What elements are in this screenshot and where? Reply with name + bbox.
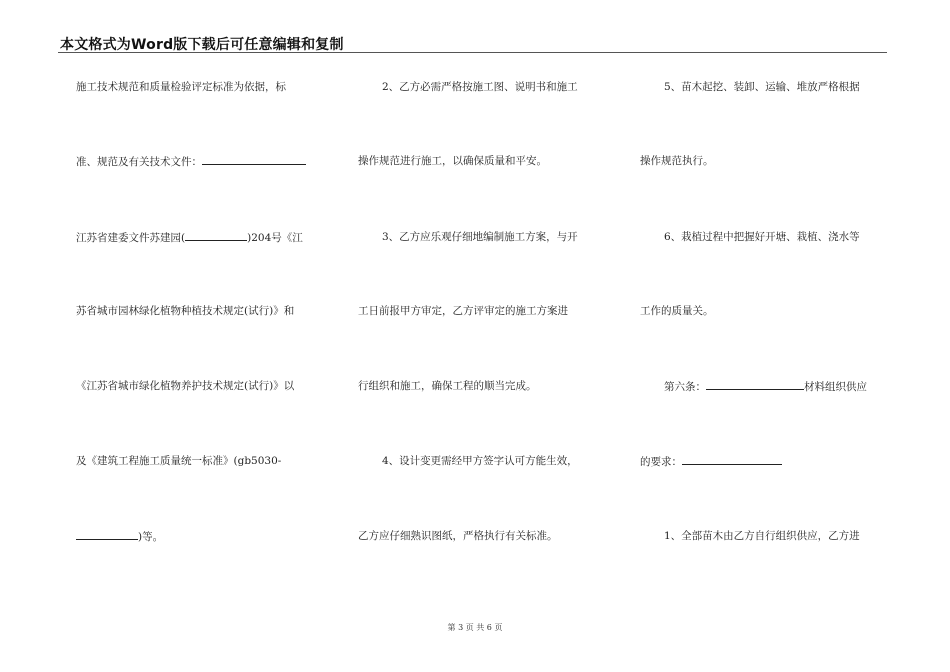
text-line-label: 准、规范及有关技术文件： <box>76 156 202 168</box>
text-line: 操作规范执行。 <box>640 155 714 167</box>
text-line: 4、设计变更需经甲方签字认可方能生效， <box>382 455 578 467</box>
text-line: 施工技术规范和质量检验评定标准为依据，标 <box>76 81 286 93</box>
text-line: 工日前报甲方审定，乙方评审定的施工方案进 <box>358 305 568 317</box>
text-line: 苏省城市园林绿化植物种植技术规定(试行)》和 <box>76 305 295 317</box>
text-line: 行组织和施工，确保工程的顺当完成。 <box>358 380 537 392</box>
text-line-post: )204号《江 <box>247 232 303 244</box>
text-line: 1、全部苗木由乙方自行组织供应，乙方进 <box>664 530 860 542</box>
text-line-post: )等。 <box>138 531 164 543</box>
text-line <box>76 154 306 169</box>
text-line: 操作规范进行施工，以确保质量和平安。 <box>358 155 547 167</box>
text-line <box>640 454 782 469</box>
text-line: 3、乙方应乐观仔细地编制施工方案，与开 <box>382 231 578 243</box>
blank-field <box>76 529 138 540</box>
blank-field <box>706 379 804 390</box>
page-number: 第 3 页 共 6 页 <box>447 623 503 632</box>
blank-field <box>202 154 306 165</box>
text-line: 及《建筑工程施工质量统一标准》(gb5030- <box>76 455 282 467</box>
text-line <box>640 379 867 394</box>
text-line <box>76 230 303 245</box>
text-line-pre: 第六条： <box>664 381 706 393</box>
text-line-pre: 的要求： <box>640 456 682 468</box>
text-line: 6、栽植过程中把握好开塘、栽植、浇水等 <box>664 231 860 243</box>
text-line <box>76 529 163 544</box>
text-line: 2、乙方必需严格按施工图、说明书和施工 <box>382 81 578 93</box>
text-line: 工作的质量关。 <box>640 305 714 317</box>
column-2 <box>358 0 610 600</box>
blank-field <box>682 454 782 465</box>
blank-field <box>185 230 247 241</box>
text-line: 5、苗木起挖、装卸、运输、堆放严格根据 <box>664 81 860 93</box>
text-line: 《江苏省城市绿化植物养护技术规定(试行)》以 <box>76 380 295 392</box>
document-header: 本文格式为Word版下载后可任意编辑和复制 <box>60 37 344 53</box>
column-3 <box>640 0 892 600</box>
text-line-post: 材料组织供应 <box>804 381 867 393</box>
text-line-pre: 江苏省建委文件苏建园( <box>76 232 186 244</box>
text-line: 乙方应仔细熟识图纸，严格执行有关标准。 <box>358 530 558 542</box>
column-1 <box>76 0 328 600</box>
